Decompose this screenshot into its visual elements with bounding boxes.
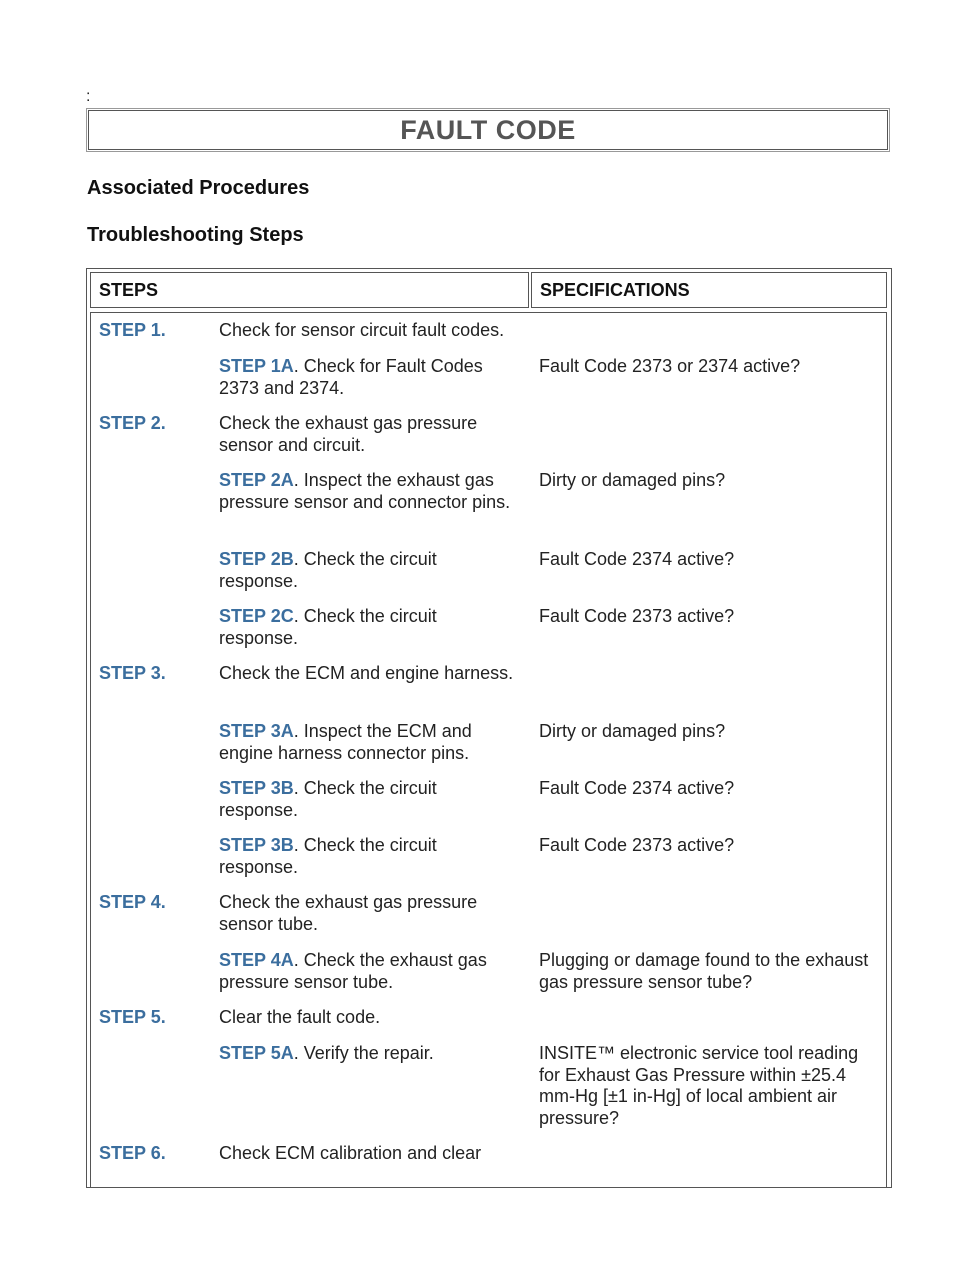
substep-description: . Check the circuit response. xyxy=(219,835,437,877)
substep-description: . Inspect the ECM and engine harness connector pins. xyxy=(219,721,472,763)
page-title: FAULT CODE xyxy=(400,114,576,145)
substep-description: . Check for Fault Codes 2373 and 2374. xyxy=(219,356,483,398)
step-text: Check ECM calibration and clear xyxy=(219,1143,482,1163)
substep-specification: Fault Code 2373 or 2374 active? xyxy=(539,356,801,376)
substep-specification: Dirty or damaged pins? xyxy=(539,721,726,741)
substep-specification: Fault Code 2374 active? xyxy=(539,778,735,798)
step-text: Check the exhaust gas pressure sensor tube. xyxy=(219,892,478,934)
step-text: Check for sensor circuit fault codes. xyxy=(219,320,505,340)
substep-text xyxy=(219,950,519,993)
substep-specification: Fault Code 2374 active? xyxy=(539,549,735,569)
substep-description: . Check the exhaust gas pressure sensor tube. xyxy=(219,950,487,992)
substep-specification: Dirty or damaged pins? xyxy=(539,470,726,490)
substep-label: STEP 2A xyxy=(219,470,294,490)
substep-label: STEP 3A xyxy=(219,721,294,741)
substep-label: STEP 3B xyxy=(219,835,294,855)
page-colon: : xyxy=(86,88,91,105)
substep-label: STEP 4A xyxy=(219,950,294,970)
substep-label: STEP 3B xyxy=(219,778,294,798)
substep-text xyxy=(219,549,519,592)
associated-procedures-heading: Associated Procedures xyxy=(87,177,310,199)
substep-text xyxy=(219,470,519,513)
substep-label: STEP 1A xyxy=(219,356,294,376)
substep-label: STEP 5A xyxy=(219,1043,294,1063)
substep-description: . Check the circuit response. xyxy=(219,549,437,591)
substep-text xyxy=(219,778,519,821)
step-label: STEP 2. xyxy=(99,413,166,433)
substep-text xyxy=(219,1043,519,1065)
substep-text xyxy=(219,721,519,764)
steps-header: STEPS xyxy=(90,272,529,308)
substep-description: . Check the circuit response. xyxy=(219,606,437,648)
substep-label: STEP 2C xyxy=(219,606,294,626)
substep-description: . Inspect the exhaust gas pressure sensor and connector pins. xyxy=(219,470,511,512)
step-label: STEP 6. xyxy=(99,1143,166,1163)
step-label: STEP 1. xyxy=(99,320,166,340)
substep-text xyxy=(219,356,519,399)
troubleshooting-steps-heading: Troubleshooting Steps xyxy=(87,224,304,246)
specifications-header: SPECIFICATIONS xyxy=(531,272,887,308)
substep-text xyxy=(219,835,519,878)
substep-text xyxy=(219,606,519,649)
substep-description: . Verify the repair. xyxy=(293,1043,434,1063)
substep-description: . Check the circuit response. xyxy=(219,778,437,820)
substep-specification: Plugging or damage found to the exhaust gas pressure sensor tube? xyxy=(539,950,869,992)
step-text: Check the ECM and engine harness. xyxy=(219,663,514,683)
step-label: STEP 3. xyxy=(99,663,166,683)
step-text: Check the exhaust gas pressure sensor and circuit. xyxy=(219,413,478,455)
steps-table-body xyxy=(90,312,887,1188)
step-label: STEP 5. xyxy=(99,1007,166,1027)
step-label: STEP 4. xyxy=(99,892,166,912)
fault-code-title-box xyxy=(88,110,888,150)
substep-label: STEP 2B xyxy=(219,549,294,569)
substep-specification: Fault Code 2373 active? xyxy=(539,606,735,626)
troubleshooting-table xyxy=(86,268,892,1188)
step-text: Clear the fault code. xyxy=(219,1007,381,1027)
substep-specification: Fault Code 2373 active? xyxy=(539,835,735,855)
substep-specification: INSITE™ electronic service tool reading for Exhaust Gas Pressure within ±25.4 mm-Hg [±1 in-Hg] of local ambient air pressure? xyxy=(539,1043,859,1128)
